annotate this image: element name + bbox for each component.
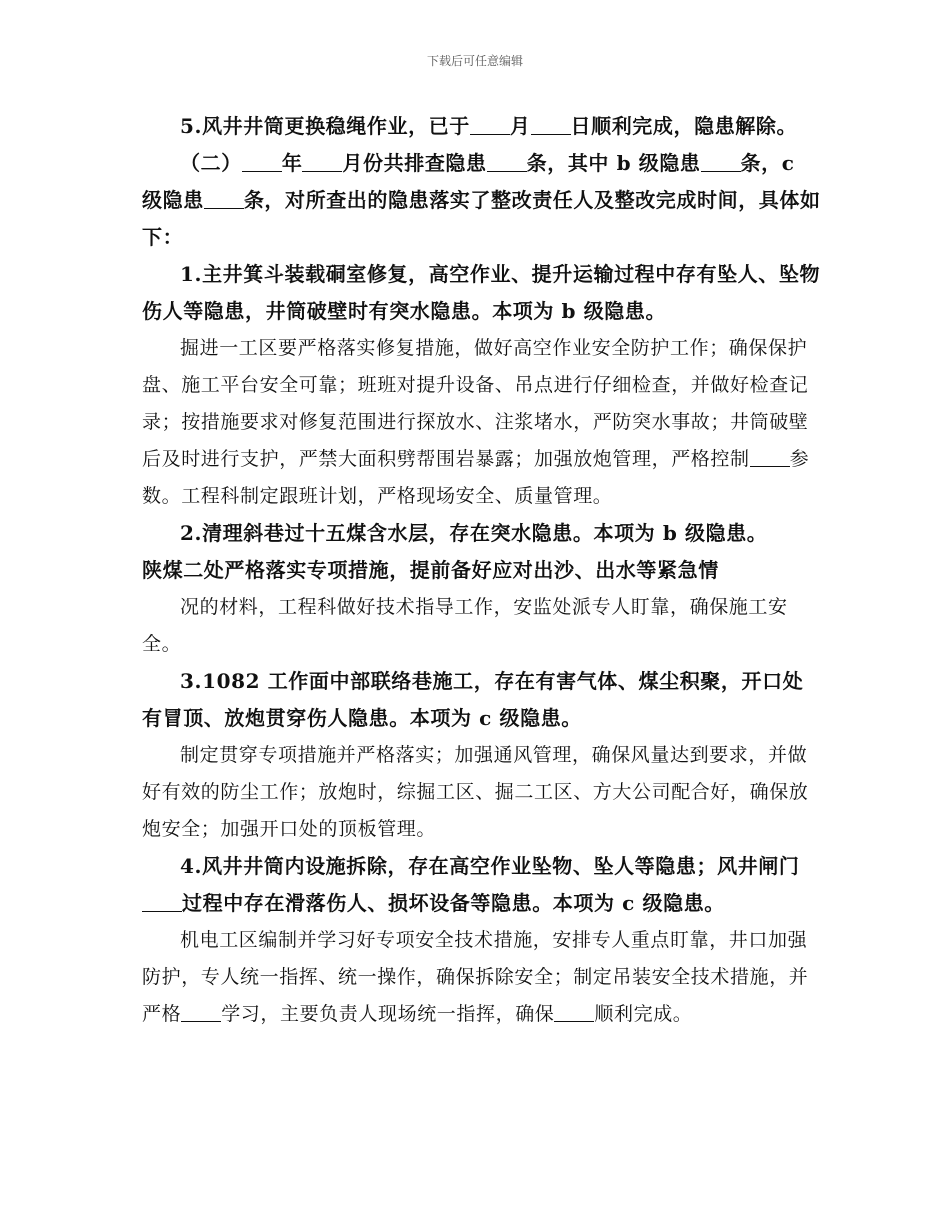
paragraph (142, 589, 822, 663)
blank-underline (750, 446, 790, 467)
section-heading (142, 515, 822, 552)
blank-underline (470, 114, 510, 135)
section-heading (142, 108, 822, 145)
text-run: 掘进一工区要严格落实修复措施，做好高空作业安全防护工作；确保保护盘、施工平台安全可靠；班班对提升设备、吊点进行仔细检查，并做好检查记录；按措施要求对修复范围进行探放水、注浆堵水，严防突水事故；井筒破壁后及时进行支护，严禁大面积劈帮围岩暴露；加强放炮管理，严格控制 (142, 337, 809, 470)
blank-underline (701, 151, 741, 172)
page-header: 下载后可任意编辑 (426, 54, 523, 68)
blank-underline (181, 1001, 221, 1022)
document-body (142, 108, 822, 1033)
text-run: 4.风井井筒内设施拆除，存在高空作业坠物、坠人等隐患；风井闸门 (180, 854, 800, 878)
text-run: 条，对所查出的隐患落实了整改责任人及整改完成时间，具体如下： (142, 188, 821, 249)
blank-underline (487, 151, 527, 172)
blank-underline (204, 188, 244, 209)
text-run: 机电工区编制并学习好专项安全技术措施，安排专人重点盯靠，井口加强防护，专人统一指挥、统一操作，确保拆除安全；制定吊装安全技术措施，并严格 (142, 929, 809, 1025)
text-run: 1.主井箕斗装载硐室修复，高空作业、提升运输过程中存有坠人、坠物伤人等隐患，井筒破壁时有突水隐患。本项为 b 级隐患。 (142, 262, 821, 323)
blank-underline (302, 151, 342, 172)
text-run: 月 (509, 114, 531, 138)
text-run: 条，c 级隐患 (142, 151, 795, 212)
text-run: 顺利完成。 (594, 1003, 693, 1025)
section-heading (142, 256, 822, 330)
text-run: 况的材料，工程科做好技术指导工作，安监处派专人盯靠，确保施工安全。 (142, 596, 788, 655)
text-run: 过程中存在滑落伤人、损坏设备等隐患。本项为 c 级隐患。 (182, 891, 725, 915)
text-run: （二） (180, 151, 242, 175)
text-run: 月份共排查隐患 (342, 151, 487, 175)
text-run: 年 (281, 151, 303, 175)
paragraph (142, 330, 822, 515)
section-heading (142, 145, 822, 256)
paragraph (142, 922, 822, 1033)
text-run: 制定贯穿专项措施并严格落实；加强通风管理，确保风量达到要求，并做好有效的防尘工作；放炮时，综掘工区、掘二工区、方大公司配合好，确保放炮安全；加强开口处的顶板管理。 (142, 744, 809, 840)
section-heading (142, 552, 822, 589)
text-run: 2.清理斜巷过十五煤含水层，存在突水隐患。本项为 b 级隐患。 (180, 521, 768, 545)
text-run: 条，其中 b 级隐患 (526, 151, 701, 175)
section-heading (142, 848, 822, 922)
blank-underline (531, 114, 571, 135)
text-run: 3.1082 工作面中部联络巷施工，存在有害气体、煤尘积聚，开口处有冒顶、放炮贯穿伤人隐患。本项为 c 级隐患。 (142, 669, 804, 730)
section-heading (142, 663, 822, 737)
text-run: 参数。工程科制定跟班计划，严格现场安全、质量管理。 (142, 448, 810, 507)
paragraph (142, 737, 822, 848)
blank-underline (142, 891, 182, 912)
blank-underline (554, 1001, 594, 1022)
text-run: 学习，主要负责人现场统一指挥，确保 (221, 1003, 555, 1025)
blank-underline (242, 151, 282, 172)
text-run: 5.风井井筒更换稳绳作业，已于 (180, 114, 470, 138)
text-run: 日顺利完成，隐患解除。 (570, 114, 798, 138)
text-run: 陕煤二处严格落实专项措施，提前备好应对出沙、出水等紧急情 (142, 558, 719, 582)
